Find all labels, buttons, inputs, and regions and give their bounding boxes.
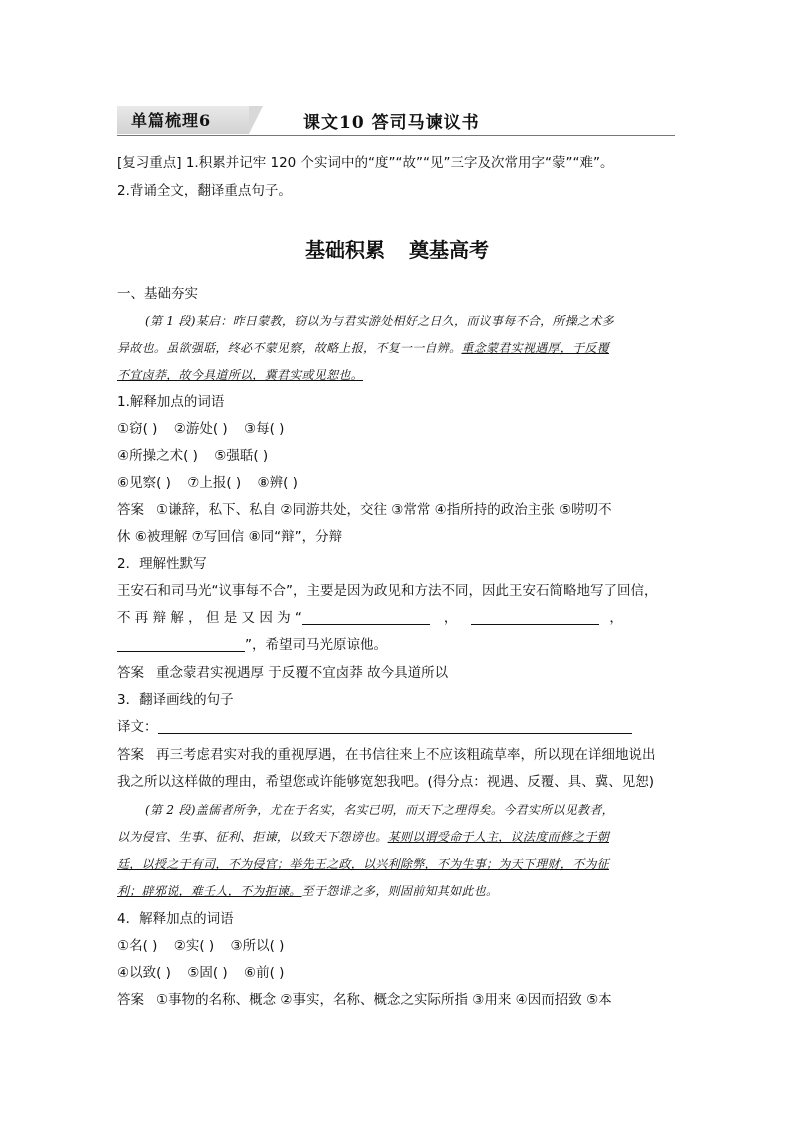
- answer-label: 答案: [117, 502, 144, 518]
- q1-item: ②游处( ): [173, 421, 228, 437]
- q3-translation-row: [117, 718, 677, 736]
- answer-label: 答案: [117, 992, 144, 1008]
- para2-line3: [117, 855, 677, 873]
- q2-line2-prefix: 不 再 辩 解 ， 但 是 又 因 为 “: [117, 610, 302, 626]
- q4-title: 4．解释加点的词语: [117, 911, 234, 927]
- q4-row1: [117, 937, 677, 955]
- lesson-header: [117, 104, 675, 136]
- part1-heading: 一、基础夯实: [117, 286, 198, 302]
- q4-item: ⑤固( ): [187, 965, 228, 981]
- para1-line2: [117, 339, 677, 357]
- para1-line3-underlined: 不宜卤莽，故今具道所以，冀君实或见恕也。: [117, 368, 364, 382]
- review-line-1: [复习重点] 1.积累并记牢 120 个实词中的“度”“故”“见”三字及次常用字“蒙”“难”。: [117, 155, 614, 171]
- q3-title: 3．翻译画线的句子: [117, 692, 234, 708]
- q1-row1: [117, 420, 677, 438]
- header-rule: [117, 135, 675, 136]
- q1-item: ⑧辨( ): [257, 475, 298, 491]
- q1-row2: [117, 447, 677, 465]
- answer-label: 答案: [117, 747, 144, 763]
- section-title: [0, 234, 794, 263]
- q3-answer-line2: 我之所以这样做的理由，希望您或许能够宽恕我吧。(得分点：视遇、反覆、具、冀、见恕): [117, 774, 655, 790]
- q2-answer-text: 重念蒙君实视遇厚 于反覆不宜卤莽 故今具道所以: [156, 665, 449, 681]
- para1-line3: [117, 366, 677, 384]
- q4-answer-line1: [117, 991, 677, 1009]
- lesson-tab-corner: [249, 106, 263, 134]
- q2-line2: [117, 609, 677, 627]
- q4-item: ③所以( ): [230, 938, 285, 954]
- q1-item: ④所操之术( ): [117, 448, 198, 464]
- q4-item: ④以致( ): [117, 965, 171, 981]
- q2-title: 2．理解性默写: [117, 556, 207, 572]
- section-title-b: 奠基高考: [409, 238, 489, 262]
- q1-title: 1.解释加点的词语: [117, 394, 225, 410]
- q2-line1: 王安石和司马光“议事每不合”，主要是因为政见和方法不同，因此王安石简略地写了回信，: [117, 583, 658, 599]
- q1-row3: [117, 474, 677, 492]
- para2-line1: (第 2 段)盖儒者所争，尤在于名实，名实已明，而天下之理得矣。今君实所以见教者，: [145, 803, 614, 817]
- para2-line4: [117, 882, 677, 900]
- lesson-tab-label: 单篇梳理6: [131, 111, 212, 130]
- q3-prompt: 译文：: [117, 719, 158, 735]
- para2-line2-plain: 以为侵官、生事、征利、拒谏，以致天下怨谤也。: [117, 830, 388, 844]
- q1-item: ⑦上报( ): [187, 475, 242, 491]
- blank-field-2[interactable]: [471, 610, 599, 625]
- blank-field-1[interactable]: [302, 610, 430, 625]
- q4-answer-text: ①事物的名称、概念 ②事实，名称、概念之实际所指 ③用来 ④因而招致 ⑤本: [156, 992, 612, 1008]
- blank-field-3[interactable]: [117, 637, 245, 652]
- q1-answer-line1: [117, 501, 677, 519]
- translation-field[interactable]: [158, 719, 632, 734]
- para2-line4-plain: 至于怨诽之多，则固前知其如此也。: [301, 884, 499, 898]
- q4-item: ②实( ): [173, 938, 215, 954]
- q2-line3-suffix: ”，希望司马光原谅他。: [245, 637, 387, 653]
- para2-line2-underlined: 某则以谓受命于人主，议法度而修之于朝: [387, 830, 610, 844]
- para1-line2-underlined: 重念蒙君实视遇厚，于反覆: [461, 341, 610, 355]
- para1-line1: (第 1 段)某启：昨日蒙教，窃以为与君实游处相好之日久，而议事每不合，所操之术多: [145, 314, 614, 328]
- q2-line3: [117, 636, 677, 654]
- q1-item: ⑥见察( ): [117, 475, 171, 491]
- answer-label: 答案: [117, 665, 144, 681]
- q1-item: ⑤强聒( ): [214, 448, 269, 464]
- q2-answer: [117, 664, 677, 682]
- q1-item: ③每( ): [243, 421, 285, 437]
- q2-comma: ，: [443, 610, 458, 626]
- lesson-title: 课文10 答司马谏议书: [303, 113, 480, 133]
- q2-comma: ，: [609, 610, 623, 626]
- q3-answer-text: 再三考虑君实对我的重视厚遇，在书信往来上不应该粗疏草率，所以现在详细地说出: [156, 747, 656, 763]
- para1-line2-plain: 异故也。虽欲强聒，终必不蒙见察，故略上报，不复一一自辨。: [117, 341, 462, 355]
- para2-line2: [117, 828, 677, 846]
- q1-answer-text: ①谦辞，私下、私自 ②同游共处，交往 ③常常 ④指所持的政治主张 ⑤唠叨不: [156, 502, 612, 518]
- q1-item: ①窃( ): [117, 421, 158, 437]
- q3-answer-line1: [117, 746, 677, 764]
- q4-item: ①名( ): [117, 938, 158, 954]
- review-line-2: 2.背诵全文，翻译重点句子。: [117, 183, 292, 199]
- section-title-a: 基础积累: [305, 238, 385, 262]
- para2-line4-underlined: 利；辟邪说，难壬人，不为拒谏。: [117, 884, 302, 898]
- q1-answer-line2: 休 ⑥被理解 ⑦写回信 ⑧同“辩”，分辩: [117, 529, 343, 545]
- q4-row2: [117, 964, 677, 982]
- para2-line3-underlined: 廷，以授之于有司，不为侵官；举先王之政，以兴利除弊，不为生事；为天下理财，不为征: [117, 857, 610, 871]
- q4-item: ⑥前( ): [243, 965, 285, 981]
